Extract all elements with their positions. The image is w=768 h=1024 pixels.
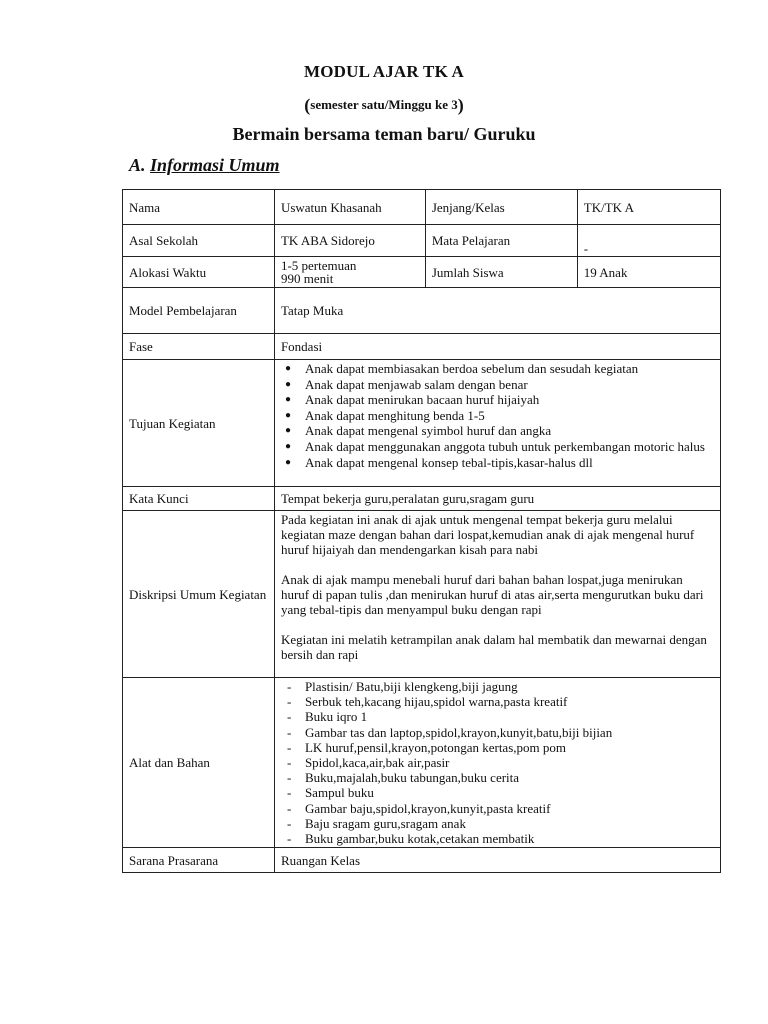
value-alat-bahan: [274, 678, 720, 848]
alat-item: - Serbuk teh,kacang hijau,spidol warna,pasta kreatif: [281, 694, 714, 709]
deskripsi-paragraph-1: Pada kegiatan ini anak di ajak untuk mengenal tempat bekerja guru melalui kegiatan maze dengan bahan dari lospat,kemudian anak di ajak mengenal huruf huruf hijaiyah dan mendengarkan kisah para nabi: [280, 512, 695, 557]
alokasi-line-1: 1-5 pertemuan: [280, 258, 357, 273]
row-fase: [123, 334, 721, 360]
subtitle-open-paren: (: [304, 95, 311, 115]
document-subtitle: [0, 95, 768, 116]
theme-heading: Bermain bersama teman baru/ Guruku: [232, 124, 536, 144]
tujuan-list: [281, 361, 714, 470]
subtitle-close-paren: ): [457, 95, 464, 115]
row-sarana-prasarana: [123, 848, 721, 873]
alat-item: - Spidol,kaca,air,bak air,pasir: [281, 755, 714, 770]
tujuan-item: ● Anak dapat membiasakan berdoa sebelum dan sesudah kegiatan: [281, 361, 714, 377]
alat-list: [281, 679, 714, 846]
deskripsi-paragraph-3: Kegiatan ini melatih ketrampilan anak dalam hal membatik dan mewarnai dengan bersih dan rapi: [280, 632, 707, 662]
row-nama: [123, 190, 721, 225]
tujuan-item: ● Anak dapat menggunakan anggota tubuh untuk perkembangan motoric halus: [281, 439, 714, 455]
label-jumlah-siswa: Jumlah Siswa: [425, 257, 577, 288]
row-tujuan-kegiatan: [123, 360, 721, 487]
value-jumlah-siswa: 19 Anak: [577, 257, 720, 288]
value-fase: Fondasi: [274, 334, 720, 360]
value-jenjang: TK/TK A: [577, 190, 720, 225]
row-alat-bahan: [123, 678, 721, 848]
section-label: A.: [129, 155, 146, 175]
label-asal-sekolah: Asal Sekolah: [123, 225, 275, 257]
alat-item: - Gambar tas dan laptop,spidol,krayon,kunyit,batu,biji bijian: [281, 725, 714, 740]
row-alokasi-waktu: [123, 257, 721, 288]
alat-item: - Plastisin/ Batu,biji klengkeng,biji jagung: [281, 679, 714, 694]
alat-item: - Sampul buku: [281, 785, 714, 800]
value-model-pembelajaran: Tatap Muka: [274, 288, 720, 334]
value-sarana-prasarana: Ruangan Kelas: [274, 848, 720, 873]
value-kata-kunci: Tempat bekerja guru,peralatan guru,sragam guru: [274, 487, 720, 511]
section-title: Informasi Umum: [150, 155, 280, 175]
tujuan-item: ● Anak dapat menghitung benda 1-5: [281, 408, 714, 424]
label-alat-bahan: Alat dan Bahan: [123, 678, 275, 848]
alokasi-line-2: 990 menit: [280, 271, 334, 286]
label-sarana-prasarana: Sarana Prasarana: [123, 848, 275, 873]
label-deskripsi-kegiatan: Diskripsi Umum Kegiatan: [123, 511, 275, 678]
tujuan-item: ● Anak dapat menjawab salam dengan benar: [281, 377, 714, 393]
deskripsi-paragraph-2: Anak di ajak mampu menebali huruf dari bahan bahan lospat,juga menirukan huruf di papan tulis ,dan menirukan huruf di atas air,serta mengurutkan buku dari yang tebal-tipis dan menyampul buku dengan rapi: [280, 572, 704, 617]
subtitle-text: semester satu/Minggu ke 3: [310, 97, 458, 112]
info-table: [122, 189, 721, 873]
value-alokasi-waktu: [274, 257, 425, 288]
label-nama: Nama: [123, 190, 275, 225]
label-kata-kunci: Kata Kunci: [123, 487, 275, 511]
value-asal-sekolah: TK ABA Sidorejo: [274, 225, 425, 257]
document-title: MODUL AJAR TK A: [304, 62, 464, 81]
tujuan-item: ● Anak dapat mengenal konsep tebal-tipis,kasar-halus dll: [281, 455, 714, 471]
tujuan-item: ● Anak dapat menirukan bacaan huruf hijaiyah: [281, 392, 714, 408]
alat-item: - LK huruf,pensil,krayon,potongan kertas,pom pom: [281, 740, 714, 755]
row-kata-kunci: [123, 487, 721, 511]
label-fase: Fase: [123, 334, 275, 360]
alat-item: - Buku gambar,buku kotak,cetakan membatik: [281, 831, 714, 846]
label-jenjang: Jenjang/Kelas: [425, 190, 577, 225]
row-model-pembelajaran: [123, 288, 721, 334]
alat-item: - Baju sragam guru,sragam anak: [281, 816, 714, 831]
value-tujuan-kegiatan: [274, 360, 720, 487]
row-asal-sekolah: [123, 225, 721, 257]
row-deskripsi-kegiatan: [123, 511, 721, 678]
label-mata-pelajaran: Mata Pelajaran: [425, 225, 577, 257]
value-deskripsi-kegiatan: [274, 511, 720, 678]
value-mata-pelajaran: -: [577, 225, 720, 257]
section-heading: [129, 155, 280, 176]
label-tujuan-kegiatan: Tujuan Kegiatan: [123, 360, 275, 487]
tujuan-item: ● Anak dapat mengenal syimbol huruf dan angka: [281, 423, 714, 439]
label-alokasi-waktu: Alokasi Waktu: [123, 257, 275, 288]
alat-item: - Gambar baju,spidol,krayon,kunyit,pasta kreatif: [281, 801, 714, 816]
alat-item: - Buku,majalah,buku tabungan,buku cerita: [281, 770, 714, 785]
value-nama: Uswatun Khasanah: [274, 190, 425, 225]
alat-item: - Buku iqro 1: [281, 709, 714, 724]
label-model-pembelajaran: Model Pembelajaran: [123, 288, 275, 334]
